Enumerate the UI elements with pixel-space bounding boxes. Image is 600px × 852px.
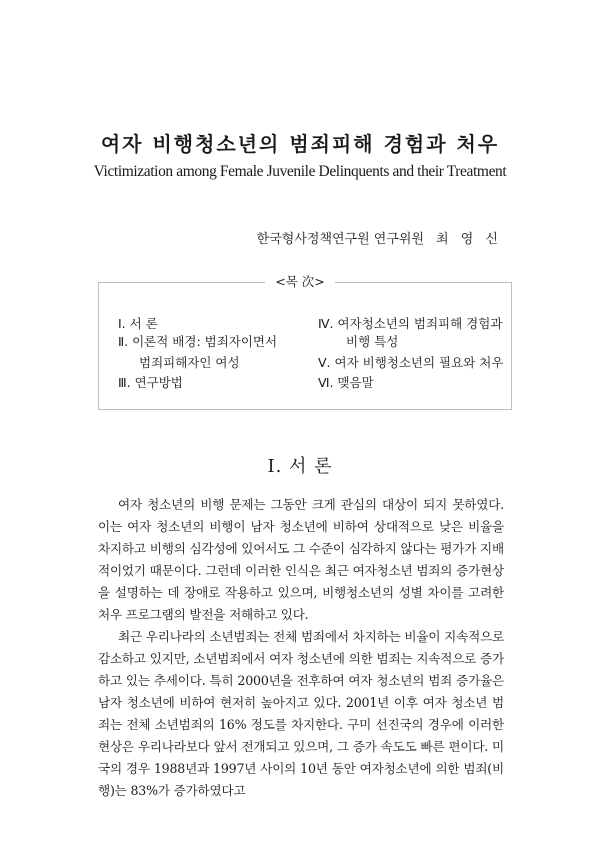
paragraph-1: 여자 청소년의 비행 문제는 그동안 크게 관심의 대상이 되지 못하였다. 이는 여자 청소년의 비행이 남자 청소년에 비하여 상대적으로 낮은 비율을 차지하고 비행의 심각성에 있어서도 그 수준이 심각하지 않다는 평가가 지배적이었기 때문이다. 그런데 이러한 인식은 최근 여자청소년 범죄의 증가현상을 설명하는 데 장애로 작용하고 있으며, 비행청소년의 성별 차이를 고려한 처우 프로그램의 발전을 저해하고 있다.: [98, 497, 504, 622]
toc-item-2: Ⅱ. 이론적 배경: 범죄자이면서: [118, 334, 278, 349]
toc-item-1: Ⅰ. 서 론: [118, 316, 158, 331]
toc-item-4-continued: 비행 특성: [346, 334, 399, 349]
paper-title-korean: 여자 비행청소년의 범죄피해 경험과 처우: [100, 132, 500, 156]
toc-item-2-continued: 범죄피해자인 여성: [139, 355, 240, 370]
toc-item-5: Ⅴ. 여자 비행청소년의 필요와 처우: [318, 355, 504, 370]
paper-title-english: Victimization among Female Juvenile Delinquents and their Treatment: [93, 163, 507, 180]
body-text: [98, 494, 504, 802]
paragraph-2: 최근 우리나라의 소년범죄는 전체 범죄에서 차지하는 비율이 지속적으로 감소하고 있지만, 소년범죄에서 여자 청소년에 의한 범죄는 지속적으로 증가하고 있는 추세이다. 특히 2000년을 전후하여 여자 청소년의 범죄 증가율은 남자 청소년에 비하여 현저히 높아지고 있다. 2001년 이후 여자 청소년 범죄는 전체 소년범죄의 16% 정도를 차지한다. 구미 선진국의 경우에 이러한 현상은 우리나라보다 앞서 전개되고 있으며, 그 증가 속도도 빠른 편이다. 미국의 경우 1988년과 1997년 사이의 10년 동안 여자청소년에 의한 범죄(비행)는 83%가 증가하였다고: [98, 629, 504, 798]
section-heading-introduction: Ⅰ. 서 론: [267, 456, 333, 477]
toc-item-3: Ⅲ. 연구방법: [118, 375, 183, 390]
author-affiliation: 한국형사정책연구원 연구위원: [256, 232, 425, 247]
toc-item-4: Ⅳ. 여자청소년의 범죄피해 경험과: [318, 316, 503, 331]
author-name: 최 영 신: [436, 232, 502, 247]
toc-item-6: Ⅵ. 맺음말: [318, 375, 374, 390]
toc-heading: <목 次>: [0, 272, 600, 290]
author-line: [257, 228, 502, 247]
